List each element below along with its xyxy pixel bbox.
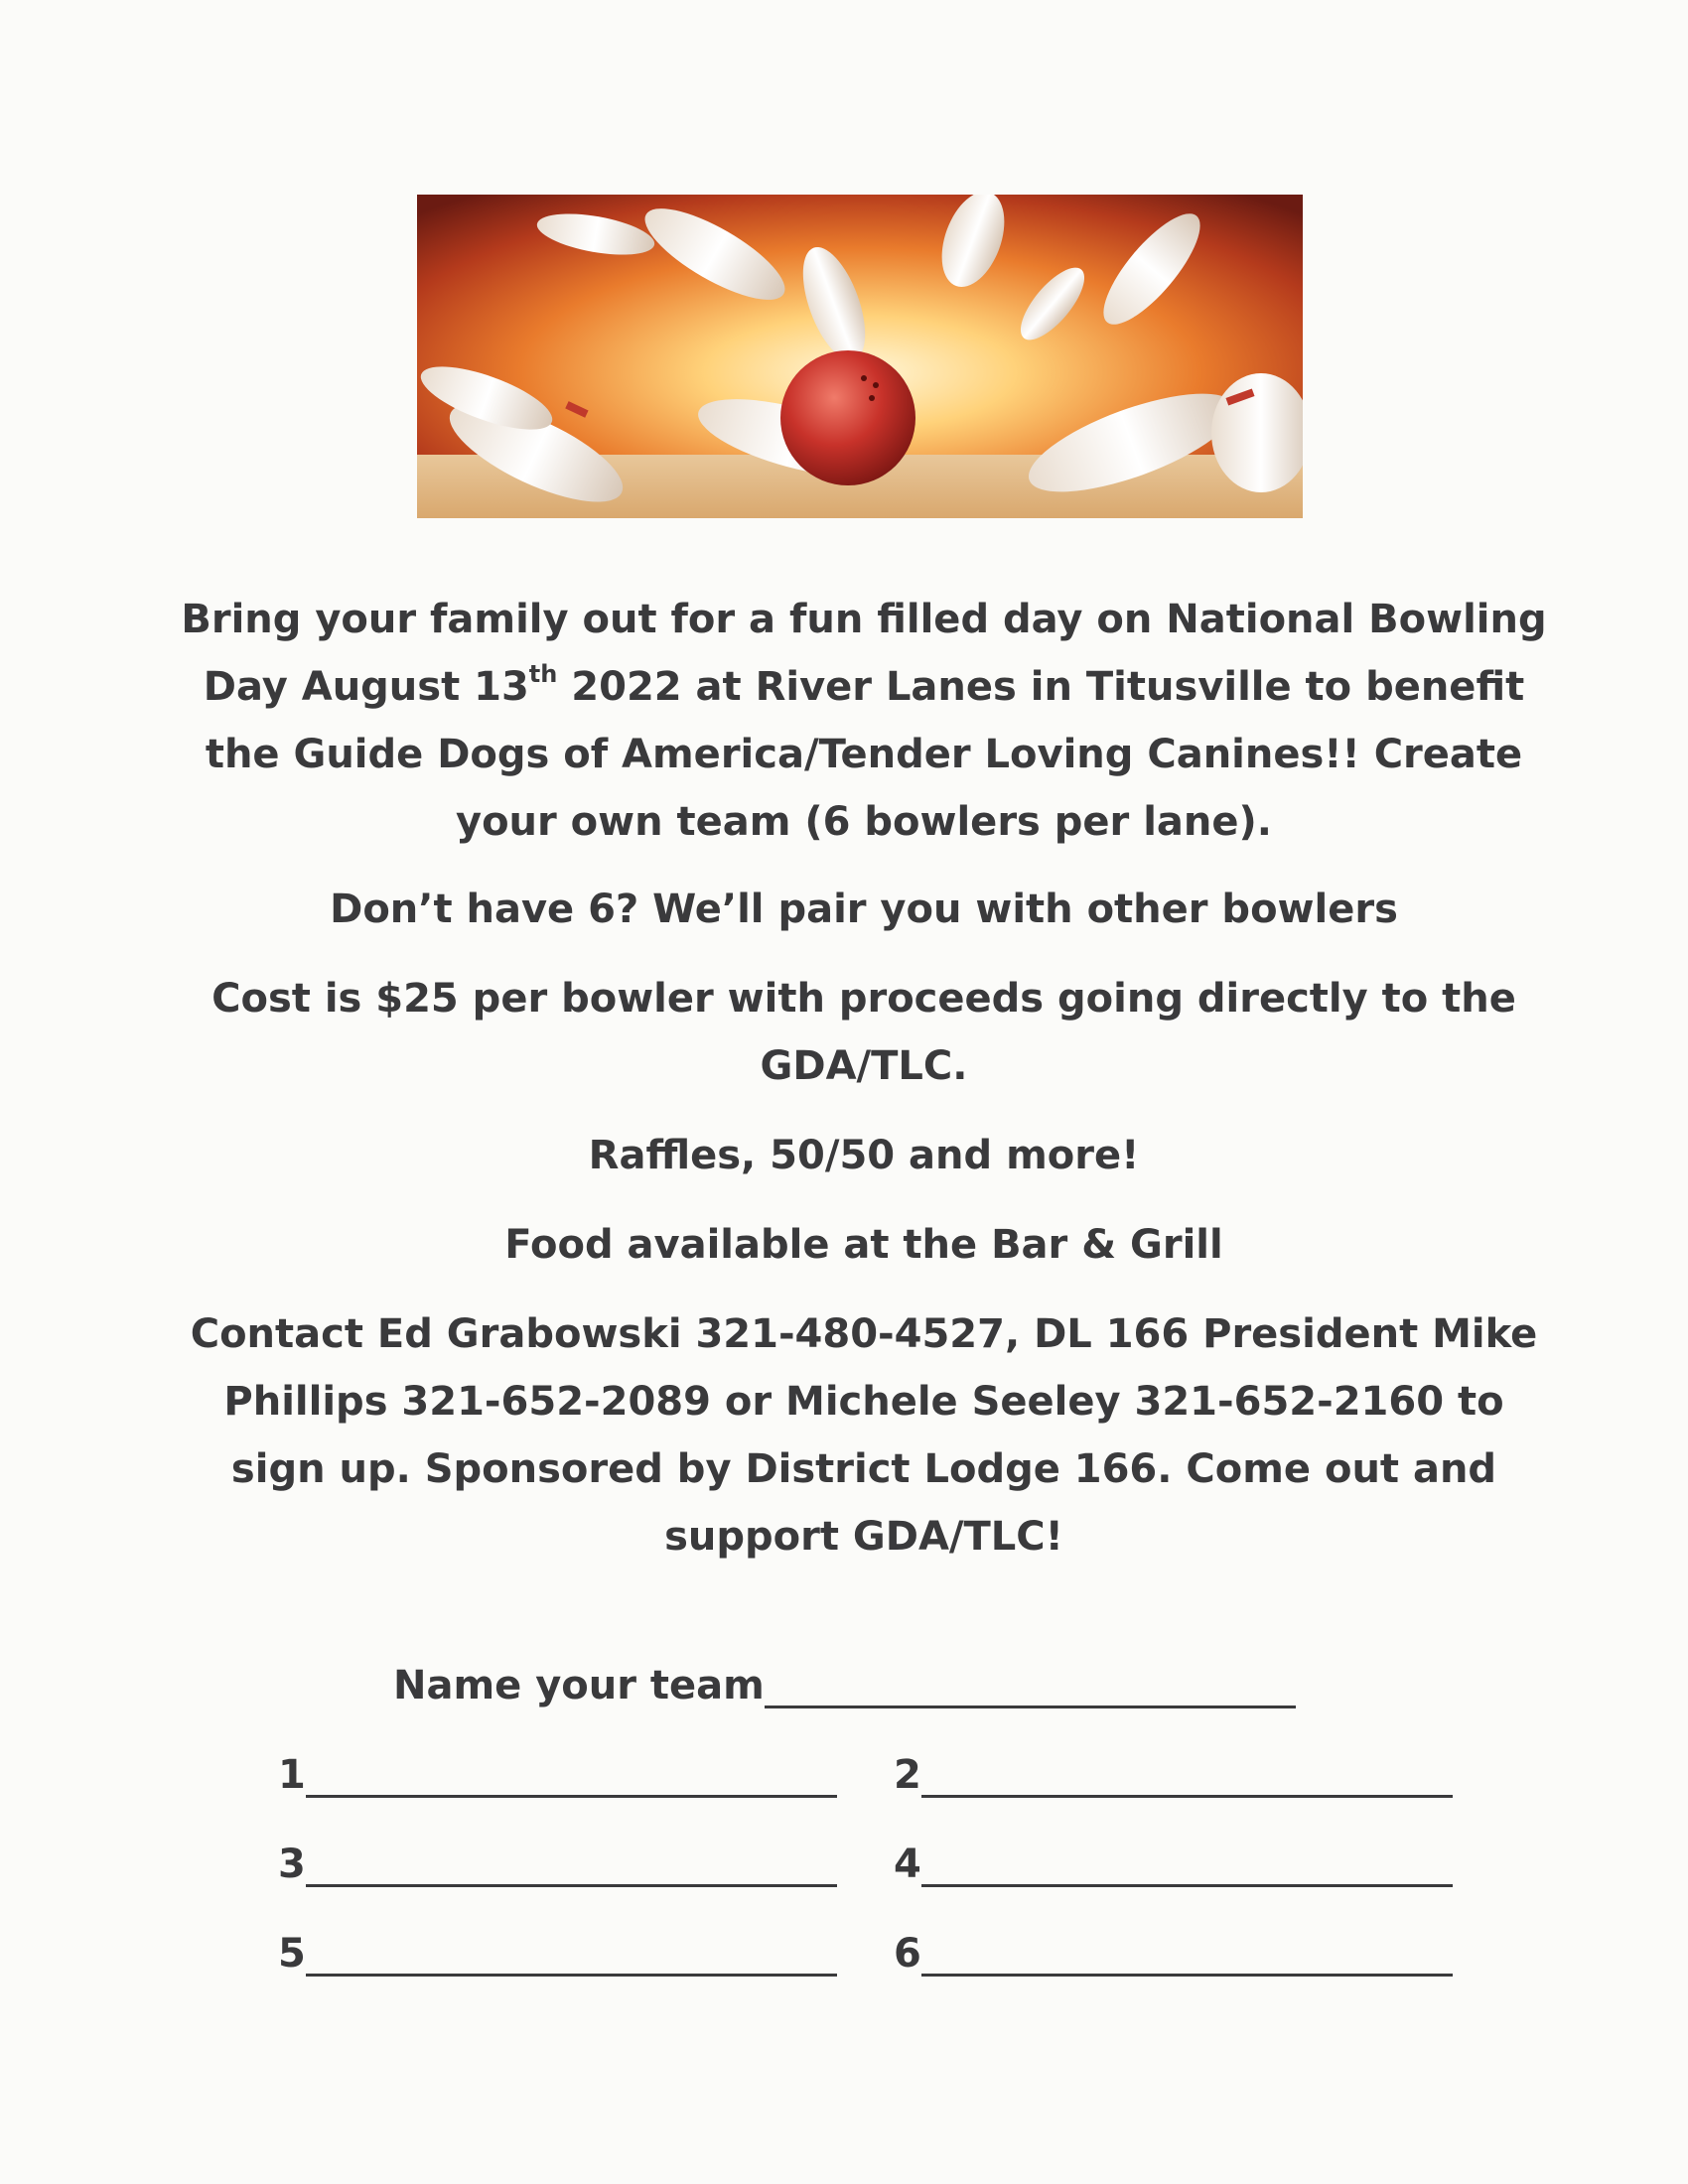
bowler-blank[interactable] (921, 1755, 1453, 1798)
bowling-banner-image (417, 195, 1303, 518)
bowler-blank[interactable] (921, 1934, 1453, 1977)
bowler-line-6[interactable] (894, 1931, 1453, 1977)
bowler-line-3[interactable] (278, 1842, 837, 1887)
pairing-note: Don’t have 6? We’ll pair you with other bowlers (330, 887, 1398, 932)
bowler-number: 2 (894, 1752, 921, 1798)
bowler-blank[interactable] (306, 1934, 837, 1977)
bowler-blank[interactable] (306, 1755, 837, 1798)
bowler-number: 1 (278, 1752, 306, 1798)
bowler-number: 3 (278, 1842, 306, 1887)
intro-paragraph: Bring your family out for a fun filled day on National Bowling Day August 13th 2022 at River Lanes in Titusville to benefit the Guide Dogs of America/Tender Loving Canines!! Create your own team (6 bowlers per lane). (181, 597, 1547, 845)
bowler-blank[interactable] (921, 1844, 1453, 1887)
food-note: Food available at the Bar & Grill (504, 1222, 1223, 1268)
bowler-number: 4 (894, 1842, 921, 1887)
team-name-label: Name your team (393, 1663, 765, 1708)
bowler-blank[interactable] (306, 1844, 837, 1887)
contact-paragraph: Contact Ed Grabowski 321-480-4527, DL 166 President Mike Phillips 321-652-2089 or Michele Seeley 321-652-2160 to sign up. Sponsored by District Lodge 166. Come out and support GDA/TLC! (190, 1311, 1538, 1560)
bowler-number: 6 (894, 1931, 921, 1977)
bowler-line-2[interactable] (894, 1752, 1453, 1798)
bowler-line-5[interactable] (278, 1931, 837, 1977)
flyer-body (179, 586, 1549, 1570)
bowler-number: 5 (278, 1931, 306, 1977)
bowling-ball (780, 350, 915, 485)
bowling-illustration (417, 195, 1303, 518)
team-name-field[interactable] (393, 1663, 1296, 1708)
bowler-line-4[interactable] (894, 1842, 1453, 1887)
raffles-note: Raffles, 50/50 and more! (588, 1133, 1140, 1178)
bowler-line-1[interactable] (278, 1752, 837, 1798)
team-name-blank[interactable] (765, 1666, 1296, 1708)
cost-paragraph: Cost is $25 per bowler with proceeds going directly to the GDA/TLC. (211, 976, 1516, 1089)
